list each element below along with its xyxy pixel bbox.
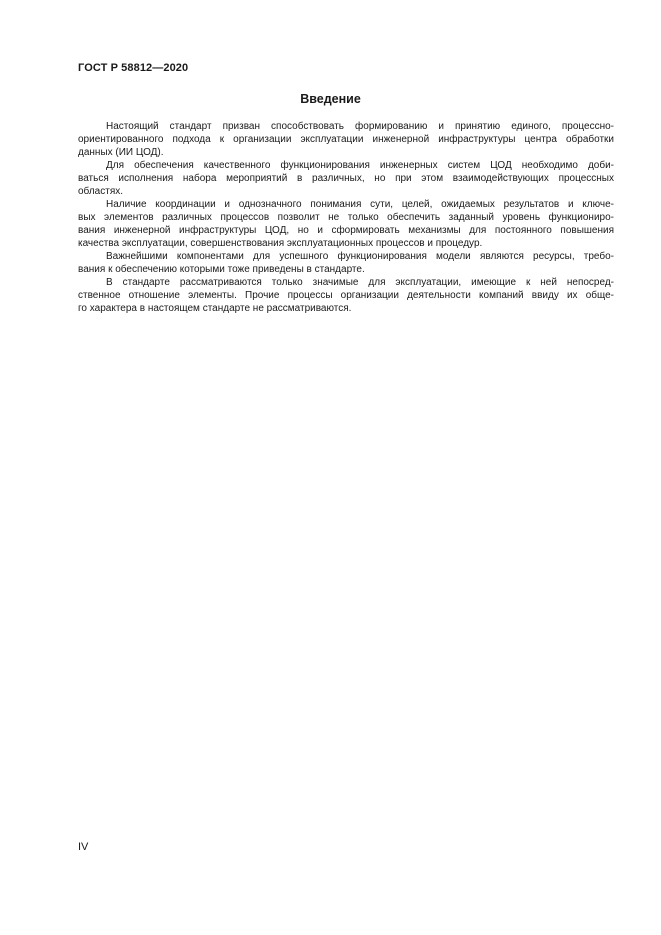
paragraph-3-line-2: вых элементов различных процессов позволит не только обеспечить заданный уровень функциониро-: [78, 212, 614, 223]
paragraph-3-line-1: Наличие координации и однозначного понимания сути, целей, ожидаемых результатов и ключе-: [106, 199, 614, 210]
paragraph-1: [78, 120, 614, 159]
paragraph-2-line-3: областях.: [78, 186, 124, 197]
paragraph-5-line-3: го характера в настоящем стандарте не рассматриваются.: [78, 303, 352, 314]
paragraph-2-line-1: Для обеспечения качественного функционирования инженерных систем ЦОД необходимо доби-: [106, 160, 614, 171]
paragraph-1-line-1: Настоящий стандарт призван способствовать формированию и принятию единого, процессно-: [106, 121, 614, 132]
paragraph-3-line-4: качества эксплуатации, совершенствования эксплуатационных процессов и процедур.: [78, 238, 483, 249]
paragraph-4-line-1: Важнейшими компонентами для успешного функционирования модели являются ресурсы, требо-: [106, 251, 614, 262]
paragraph-2: [78, 159, 614, 198]
document-header-standard-id: ГОСТ Р 58812—2020: [78, 62, 189, 74]
page-number: IV: [78, 841, 89, 853]
paragraph-5: [78, 276, 614, 315]
paragraph-1-line-3: данных (ИИ ЦОД).: [78, 147, 164, 158]
paragraph-2-line-2: ваться исполнения набора мероприятий в различных, но при этом взаимодействующих процессных: [78, 173, 614, 184]
paragraph-5-line-2: ственное отношение элементы. Прочие процессы организации деятельности компаний ввиду их обще-: [78, 290, 614, 301]
paragraph-5-line-1: В стандарте рассматриваются только значимые для эксплуатации, имеющие к ней непосред-: [106, 277, 614, 288]
paragraph-3-line-3: вания инженерной инфраструктуры ЦОД, но и сформировать механизмы для постоянного повышения: [78, 225, 614, 236]
paragraph-3: [78, 198, 614, 250]
document-body: [78, 120, 614, 315]
paragraph-1-line-2: ориентированного подхода к организации эксплуатации инженерной инфраструктуры центра обработки: [78, 134, 614, 145]
paragraph-4: [78, 250, 614, 276]
paragraph-4-line-2: вания к обеспечению которыми тоже приведены в стандарте.: [78, 264, 365, 275]
section-title: Введение: [300, 92, 361, 106]
